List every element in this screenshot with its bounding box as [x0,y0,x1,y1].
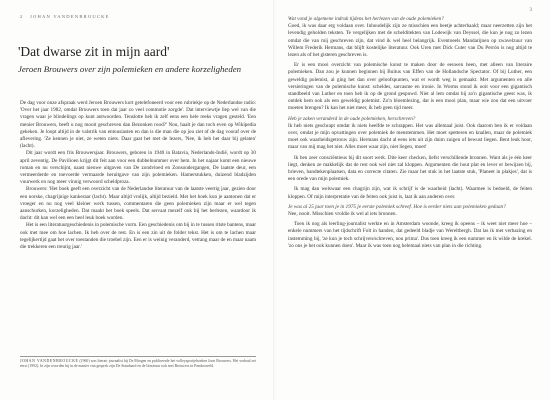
footnote-author: JOHAN VANDENBROUCKE [20,359,79,363]
qa-block [288,16,532,59]
qa-block [288,62,532,112]
right-page [276,0,550,400]
interview-question: Heb je zaken veranderd in de oude polemieken, herschreven? [288,115,416,122]
paragraph: De dag voor onze afspraak werd Jeroen Brouwers kort getelefoneerd voor een rubriekje op de Nederlandse radio: 'Over het jaar 1982, omdat Brouwers toen dat jaar zo veel commotie zorgde'. Dat interviewtje liep wel van die vragen waar je blindelings op kunt antwoorden. Tenslotte heb ik zelf eens een hele reeks vragen gesteld. 'Een menier Brouwers, beeft u nog mooit geschreven dan Bezonken rood?' Nou, haalt je dan toch even op Wikipedia gekeken. Je loopt altijd in de valstrik van entousiasten en dan is die man die op jou ziet of de dag vooraf over de aflevering. 'Ze kennen je niet, ze weten niets. Daar gaat het met de lezers, 'Nee, ik heb het daar bij gelaten' (lacht). [20,100,256,150]
footnote-text: (1960) was literair journalist bij De Morgen en publiceerde het volleysportjeboeken Joon Brouwers. Het verhaal zet eerst (1992). In zijn woorden hij in de manier van gesprek zijn De Standaard en de literatuur ook met Brouwers in Pandoraveld. [20,359,256,369]
interview-answer: Ik ben zeer consciëntieus bij dit soort werk. Dite keer checken, liefst verschillende bronnen. Want als je één keer liegt, denken ze makkelijk dat de rest ook wel niet zal kloppen. Argumenten die hout plat en lever er bewijzen bij, brieven, handtekenplaatsen, data en correcte citaten. Zie maar het stuk in het laatste stuk, 'Planeet in plakjes', dat is een orede van mijn polemiek. [288,154,532,183]
running-head [20,14,256,22]
author-footnote [20,359,256,369]
interview-question: Wat vond je algemene indruk tijdens het herlezen van de oude polemieken? [288,16,444,22]
article-subtitle: Jeroen Brouwers over zijn polemieken en andere korzeligheden [18,64,242,74]
left-page [0,0,274,400]
interview-question: Je was al 25 jaar toen je in 1975 je eerste polemiek schreef. Hoe is eerder niets aan polemieken gedaan? [288,203,506,210]
interview-answer: Nee, nooit. Misschien vroldie ik wel al iets bronnen. [288,211,397,218]
qa-block [288,116,532,152]
interview-answer: Ik heb niets geschrapt omdat ik niets heelfde te schrappen. Het was allemaal juist. Ook daarom ben ik er voldaan over, omdat je mijn opvattingen over polemiek de menstemmen. Het moet spetteren en knallen, maar de polemiek moet ook waarheidsgetrouw zijn. Hermans dacht al eens iets uit zijn duim zuigen of bewust liegen. Bent leuk hoor, maar van mij mag het niet. Alles moet waar zijn, niet liegen, moet! [288,122,532,151]
article-title: 'Dat dwarse zit in mijn aard' [18,44,170,59]
interview-answer: Ik mag dan welswaar een chagrijn zijn, wat ik schrijf is de waarheid (lacht). Waarmee is bedoeld, de feiten kloppen. Of mijn interpretatie van de feiten ook juist is, laat ik aan anderen over. [288,186,532,200]
paragraph: Het is een literatuurgeschiedenis in polemische vorm. Een geschiedenis om bij in te tussen ritste bantens, maar ook met mee om hoe lachen. Ik heb over de rest. En is een zin uit de folder tekst. Het is om te lachen maar tegelijkertijd gaat het over toestanden die troebel zijn. Een er is weinig veranderd, vetrang maar de en maar naam die trekkeren een treurig jaar.' [20,222,256,251]
qa-block [288,204,532,218]
interview-answer: Er is een mooi overzicht van polemische kunst te maken door de eeuwen heen, met alleen van literaire polemieken. Dan zou je kunnen beginnen bij Buitus van Effen van de Hollandsche Spectator. Of bij Luther, een geweldig polemist, al ging het dan over geloofspunten, wat er wordt weg is gemaakt. Met argumenten en alle versieringen van de polemische kunst: scheldes, sarcasme en ironie. In Worms stond ik ooit voor een gigantisch standbeeld van Luther en toen heb ik op de grond gespuwd. Niet al lem omdat hij zo'n gigantische geest was, ik ontdek hem ook als een geweldig polemist. Zo'n bloemlezing, dat is een mooi plan, maar wie zou dat een uitvoer moeten brengen? Ik kan het niet meer, ik heb geen tijd meer. [288,62,532,112]
footnote-divider [20,356,256,357]
qa-block [288,186,532,200]
interview-body [288,16,532,250]
page-number-right: 3 [529,8,532,13]
page-number: 2 [20,14,24,19]
paragraph: Dit jaar wordt een fris Brouwersjaar. Brouwers, geboren in 1940 in Batavia, Nederlands-Indië, wordt op 30 april zeventig. De Pavilioen krijgt dit feit aan voor een dubbelnummer over hem. In het najaar komt een nieuwe roman en nu verschijnt, naast nieuwe uitgaven van De zondvloed en Zonsondergangen, De laatste deur, een vermeerderde en toevoerde vermaarde heruitgave van zijn polemieken. Hamerstukken, duizend bladzijden vuurwerk en nog meer vinnig verwoord scheldproza. [20,150,256,186]
qa-block [288,221,532,250]
paragraph: Brouwers: 'Het boek geeft een overzicht van de Nederlandse literatuur van de laatste veertig jaar, gezien door een norske, chagrijnige kankeraar (lacht). Maar altijd vrolijk, altijd bezield. Met het boek kun je aantonen dat er vroeger en nu nog veel kleiner werk tussen, commentaren die geen polemieken zijn maar er wel tegen aanschurken, korzeligheden. Dat maakt het boek speels. Dat servaat mezelf ook bij het herlezen, waardoor ik dacht: dit kan wel een een heel leuk boek worden. [20,186,256,222]
interview-answer: Goed, ik was daar erg voldaan over. Inhoudelijk zijn ze misschien een beetje achterhaald; maar neerzetten zijn het levendig geholden teksten. Te vergelijken met de schelditekten van Lodewijk van Deyssel, die kun je nog zo lezen omdat die van mij geschreven zijn, dat vind ik wel heel belangrijk. Eventoeels Mandarijnen op zwavelzuur van Willem Frederik Hermans, dat blijft kostelijke literatuur. Ook Uren met Dick Cuter van Du Perrón is nog altijd te lezen als of het gisteren geschreven is. [288,23,532,59]
article-body [20,100,256,251]
interview-answer: Toen ik nog als leerling-journalist werkte en in Amsterdam woonde, kreeg ik opeens – ik weet niet meer hoe – enkele nummers van het tijdschrift Folt in handen, dat gedeeld bladje van Wereltbergh. Dat las ik met verbazing en instemming bij, 'ze kun je toch schrijven/schreven, nou prima'. Dus toen kreeg ik een nummer en ik wilde de krekel. 'zo ons je het ook kunnen doen'. Maar ik was toen nog helemaal niets van plan in die richting. [288,221,532,249]
qa-block [288,155,532,184]
author-name: JOHAN VANDENBROUCKE [30,14,110,19]
